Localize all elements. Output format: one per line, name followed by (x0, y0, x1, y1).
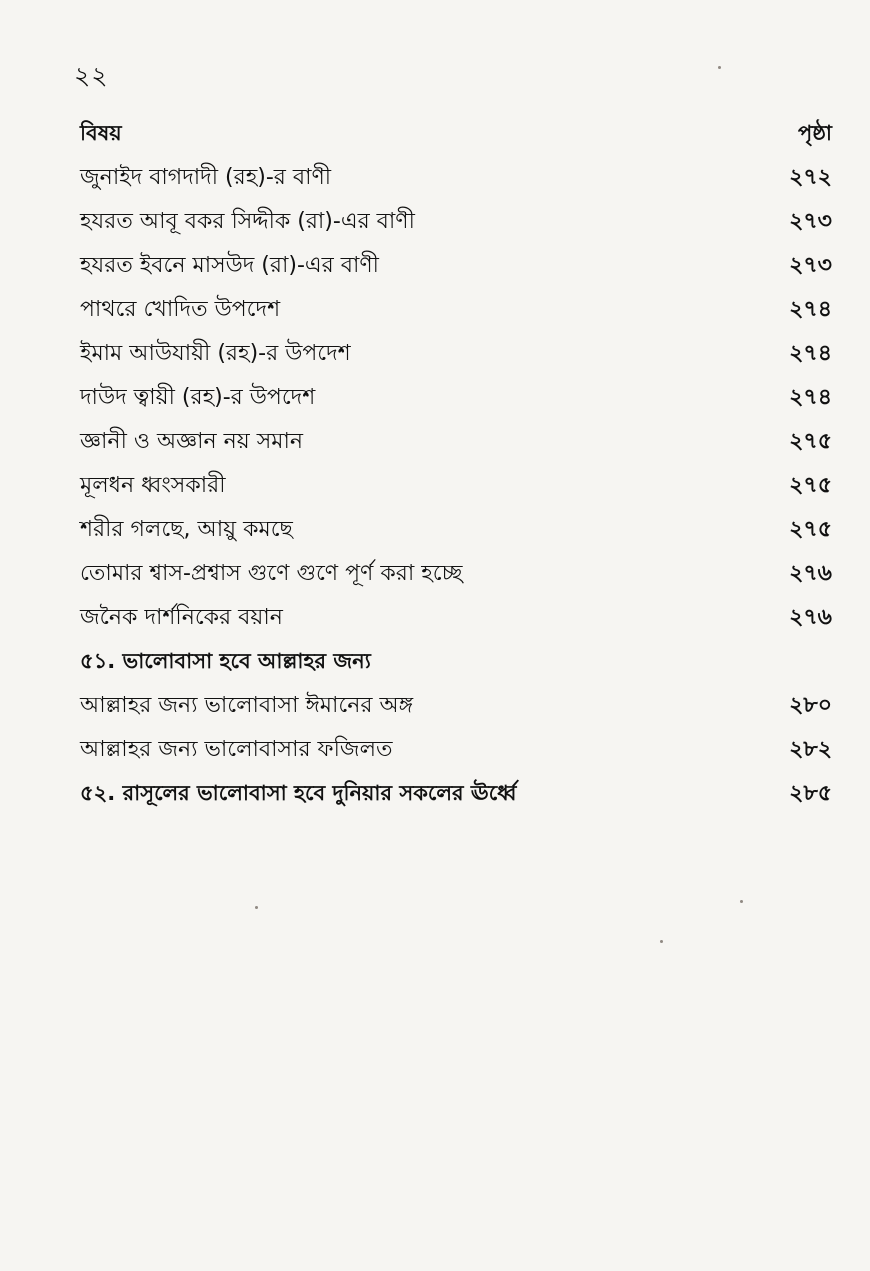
section-title: ৫১. ভালোবাসা হবে আল্লাহর জন্য (80, 648, 371, 673)
entry-page: ২৭৪ (789, 384, 832, 410)
toc-entry (80, 332, 832, 376)
entry-page: ২৮২ (789, 736, 832, 762)
entry-title: মূলধন ধ্বংসকারী (80, 472, 226, 498)
toc-entry (80, 596, 832, 640)
entry-page: ২৭৬ (789, 604, 832, 630)
entry-title: হযরত আবূ বকর সিদ্দীক (রা)-এর বাণী (80, 208, 415, 234)
entry-title: শরীর গলছে, আয়ু কমছে (80, 516, 293, 542)
toc-entry (80, 552, 832, 596)
toc-entry (80, 420, 832, 464)
entry-page: ২৭৬ (789, 560, 832, 586)
toc-entry (80, 156, 832, 200)
entry-title: জুনাইদ বাগদাদী (রহ)-র বাণী (80, 164, 332, 190)
toc-entry (80, 244, 832, 288)
entry-title: জনৈক দার্শনিকের বয়ান (80, 604, 283, 630)
section-page: ২৮৫ (789, 780, 832, 806)
entry-page: ২৭৪ (789, 296, 832, 322)
toc-entry (80, 376, 832, 420)
paper-speck (740, 900, 743, 903)
toc-entry (80, 684, 832, 728)
toc-header (80, 112, 832, 156)
entry-title: জ্ঞানী ও অজ্ঞান নয় সমান (80, 428, 303, 454)
page-number: ২২ (74, 61, 109, 90)
entry-page: ২৭৩ (789, 208, 832, 234)
section-title: ৫২. রাসূলের ভালোবাসা হবে দুনিয়ার সকলের ঊর্ধ্বে (80, 780, 517, 805)
page-column-label: পৃষ্ঠা (797, 120, 832, 145)
toc-entry (80, 288, 832, 332)
entry-title: তোমার শ্বাস-প্রশ্বাস গুণে গুণে পূর্ণ করা হচ্ছে (80, 560, 463, 586)
paper-speck (255, 906, 258, 909)
entry-page: ২৭৪ (789, 340, 832, 366)
toc-entry (80, 728, 832, 772)
entry-page: ২৭৫ (789, 428, 832, 454)
entry-title: পাথরে খোদিত উপদেশ (80, 296, 281, 322)
toc-entry (80, 200, 832, 244)
paper-speck (660, 940, 663, 943)
table-of-contents (80, 112, 832, 816)
toc-section-heading (80, 772, 832, 816)
paper-speck (718, 66, 721, 69)
topic-column-label: বিষয় (80, 120, 122, 145)
entry-title: হযরত ইবনে মাসউদ (রা)-এর বাণী (80, 252, 379, 278)
toc-section-heading (80, 640, 832, 684)
entry-title: দাউদ ত্বায়ী (রহ)-র উপদেশ (80, 384, 316, 410)
entry-page: ২৮০ (789, 692, 832, 718)
toc-entry (80, 508, 832, 552)
entry-title: আল্লাহর জন্য ভালোবাসা ঈমানের অঙ্গ (80, 692, 414, 718)
entry-page: ২৭৩ (789, 252, 832, 278)
toc-entry (80, 464, 832, 508)
entry-page: ২৭৫ (789, 472, 832, 498)
entry-page: ২৭২ (789, 164, 832, 190)
entry-page: ২৭৫ (789, 516, 832, 542)
entry-title: ইমাম আউযায়ী (রহ)-র উপদেশ (80, 340, 351, 366)
entry-title: আল্লাহর জন্য ভালোবাসার ফজিলত (80, 736, 393, 762)
